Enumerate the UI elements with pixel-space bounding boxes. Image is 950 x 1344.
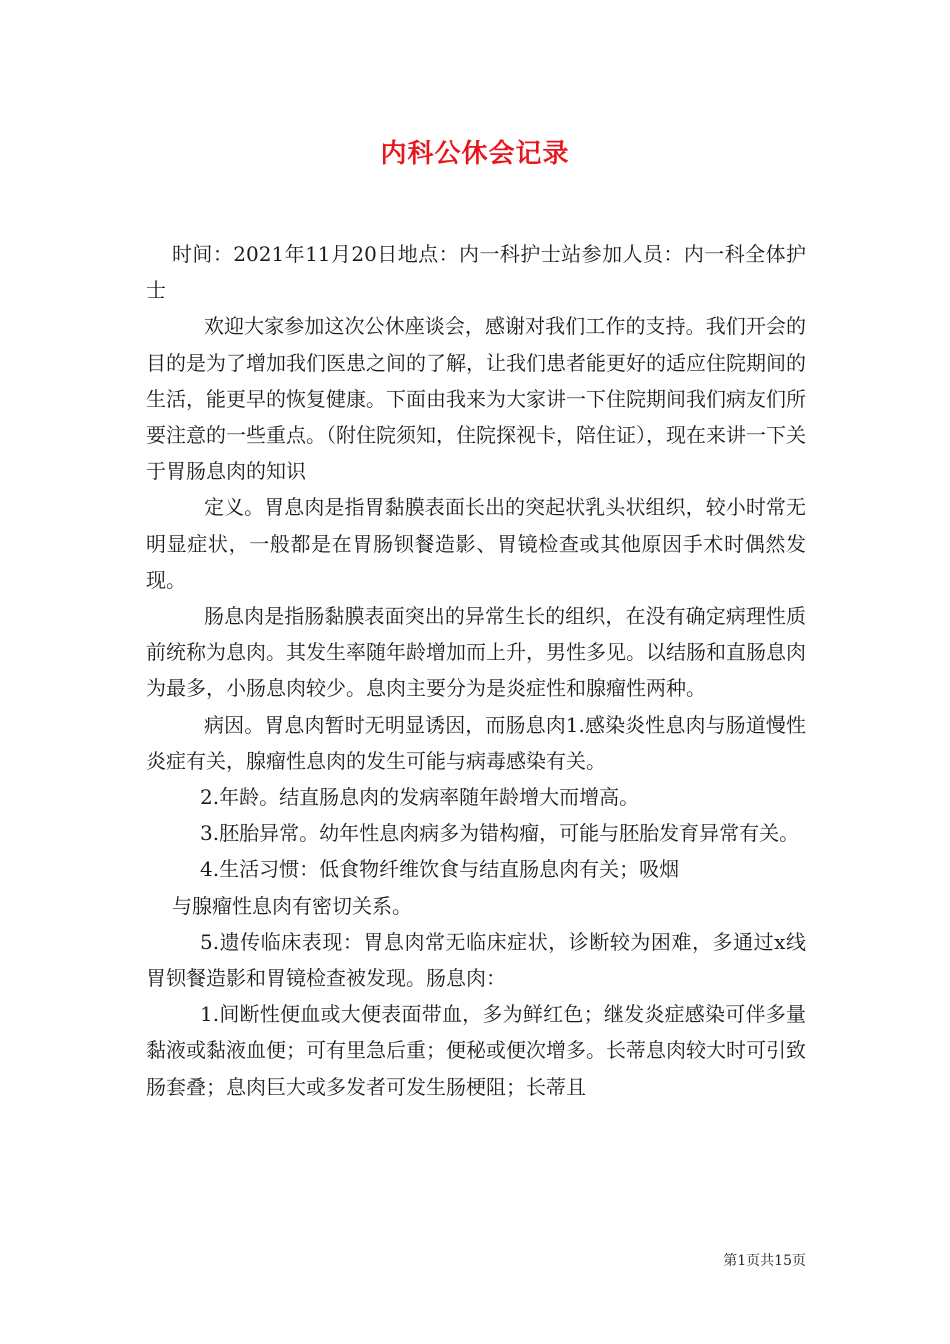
cause-item-age: 2.年龄。结直肠息肉的发病率随年龄增大而增高。: [200, 785, 640, 810]
cause-paragraph: 病因。胃息肉暂时无明显诱因，而肠息肉1.感染炎性息肉与肠道慢性炎症有关，腺瘤性息肉的发生可能与病毒感染有关。: [146, 712, 806, 773]
cause-item-embryo: 3.胚胎异常。幼年性息肉病多为错构瘤，可能与胚胎发育异常有关。: [200, 821, 800, 846]
definition-paragraph: 定义。胃息肉是指胃黏膜表面长出的突起状乳头状组织，较小时常无明显症状，一般都是在胃肠钡餐造影、胃镜检查或其他原因手术时偶然发现。: [146, 495, 806, 592]
document-title: 内科公休会记录: [380, 139, 570, 169]
cause-item-genetic: 5.遗传临床表现：胃息肉常无临床症状，诊断较为困难，多通过x线胃钡餐造影和胃镜检查被发现。肠息肉：: [146, 929, 806, 991]
symptom-item-bleeding: 1.间断性便血或大便表面带血，多为鲜红色；继发炎症感染可伴多量黏液或黏液血便；可有里急后重；便秘或便次增多。长蒂息肉较大时可引致肠套叠；息肉巨大或多发者可发生肠梗阻；长蒂且: [146, 1002, 806, 1099]
intestinal-polyp-paragraph: 肠息肉是指肠黏膜表面突出的异常生长的组织，在没有确定病理性质前统称为息肉。其发生率随年龄增加而上升，男性多见。以结肠和直肠息肉为最多，小肠息肉较少。息肉主要分为是炎症性和腺瘤性两种。: [146, 604, 806, 701]
cause-item-lifestyle: 4.生活习惯：低食物纤维饮食与结直肠息肉有关；吸烟: [200, 857, 680, 882]
meeting-info-paragraph: 时间：2021年11月20日地点：内一科护士站参加人员：内一科全体护士: [146, 242, 806, 303]
page-number-footer: 第1页共15页: [723, 1253, 806, 1269]
welcome-paragraph: 欢迎大家参加这次公休座谈会，感谢对我们工作的支持。我们开会的目的是为了增加我们医患之间的了解，让我们患者能更好的适应住院期间的生活，能更早的恢复健康。下面由我来为大家讲一下住院期间我们病友们所要注意的一些重点。（附住院须知，住院探视卡，陪住证），现在来讲一下关于胃肠息肉的知识: [146, 314, 806, 484]
cause-item-lifestyle-continued: 与腺瘤性息肉有密切关系。: [172, 893, 412, 918]
document-body: [146, 236, 806, 1105]
